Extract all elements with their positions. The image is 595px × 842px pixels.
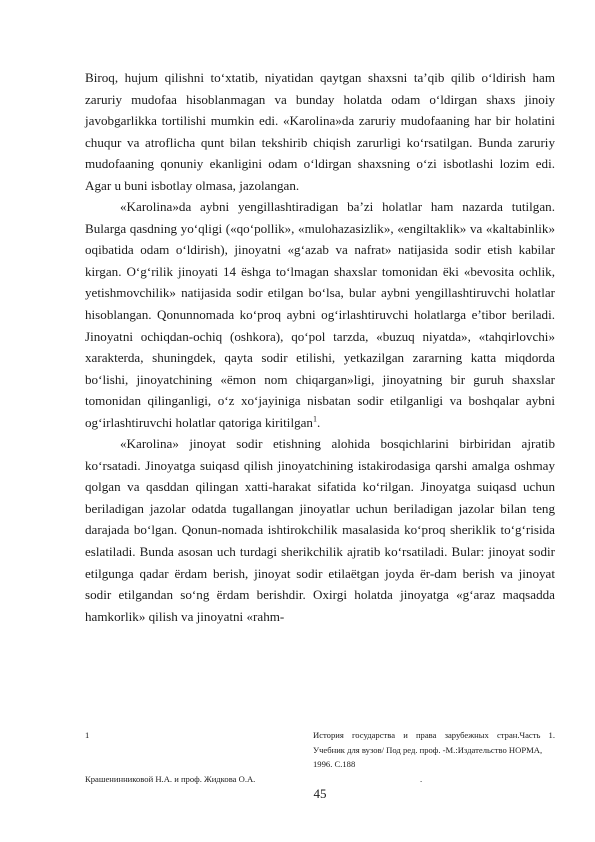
body-text bbox=[85, 67, 555, 627]
paragraph-2 bbox=[85, 196, 555, 433]
paragraph-2-end: . bbox=[316, 414, 321, 430]
paragraph-1: Biroq, hujum qilishni to‘xtatib, niyatidan qaytgan shaxsni ta’qib qilib o‘ldirish ham zaruriy mudofaa hisoblanmagan va bunday holatda odam o‘ldirgan shaxs jinoiy javobgarlikka tortilishi mumkin edi. «Karolina»da zaruriy mudofaaning har bir holatini chuqur va atroflicha qunt bilan tekshirib chiqish zarurligi ko‘rsatilgan. Bunda zaruriy mudofaaning qonuniy ekanligini odam o‘ldirgan shaxsning o‘zi isbotlashi lozim edi. Agar u buni isbotlay olmasa, jazolangan. bbox=[85, 70, 555, 193]
footnote-line-1 bbox=[85, 728, 555, 743]
footnote-text-line-2: Учебник для вузов/ Под ред. проф. -М.:Издательство НОРМА, bbox=[313, 744, 543, 755]
paragraph-2-text: «Karolina»da aybni yengillashtiradigan ba’zi holatlar ham nazarda tutilgan. Bularga qasdning yo‘qligi («qo‘pollik», «mulohazasizlik», «engiltaklik» va «kaltabinlik» oqibatida odam o‘ldirish), jinoyatni «g‘azab va nafrat» natijasida sodir etish kabilar kirgan. O‘g‘rilik jinoyati 14 ёshga to‘lmagan shaxslar tomonidan ёki «bevosita ochlik, yetishmovchilik» natijasida sodir etilgan bo‘lsa, bular aybni yengillashtiruvchi holatlar hisoblangan. Qonunnomada ko‘proq aybni og‘irlashtiruvchi holatlarga e’tibor beriladi. Jinoyatni ochiqdan-ochiq (oshkora), qo‘pol tarzda, «buzuq niyatda», «tahqirlovchi» xarakterda, shuningdek, qayta sodir etilishi, yetkazilgan zararning katta miqdorda bo‘lishi, jinoyatchining «ёmon nom chiqargan»ligi, jinoyatning bir guruh shaxslar tomonidan qilinganligi, o‘z xo‘jayiniga nisbatan sodir etilganligi va boshqalar aybni og‘irlashtiruvchi holatlar qatoriga kiritilgan bbox=[85, 199, 555, 430]
footnote-trailing-mark: . bbox=[420, 773, 423, 784]
footnote-authors: Крашенинниковой Н.А. и проф. Жидкова О.А. bbox=[85, 773, 256, 784]
paragraph-3: «Karolina» jinoyat sodir etishning alohida bosqichlarini birbiridan ajratib ko‘rsatadi. Jinoyatga suiqasd qilish jinoyatchining istakirodasiga qarshi amalga oshmay qolgan va qasddan qilingan xatti-harakat sifatida ko‘rilgan. Jinoyatga suiqasd uchun beriladigan jazolar odatda tugallangan jinoyatlar uchun beriladigan jazolar bilan teng darajada bo‘lgan. Qonun-nomada ishtirokchilik masalasida ko‘proq sheriklik to‘g‘risida eslatiladi. Bunda asosan uch turdagi sherikchilik ajratib ko‘rsatiladi. Bular: jinoyat sodir etilgunga qadar ёrdam berish, jinoyat sodir etilaёtgan joyda ёr-dam berish va jinoyat sodir etilgandan so‘ng ёrdam berishdir. Oxirgi holatda jinoyatga «g‘araz maqsadda hamkorlik» qilish va jinoyatni «rahm- bbox=[85, 436, 555, 624]
footnote-text-line-1: История государства и права зарубежных стран.Часть 1. bbox=[313, 730, 555, 740]
footnote-number: 1 bbox=[85, 730, 90, 740]
footnote-reference: 1 bbox=[312, 414, 317, 424]
page-number: 45 bbox=[313, 786, 327, 801]
footnote-line-4 bbox=[85, 772, 555, 787]
footnote-text-line-3: 1996. С.188 bbox=[313, 759, 356, 769]
footnote bbox=[85, 728, 555, 786]
